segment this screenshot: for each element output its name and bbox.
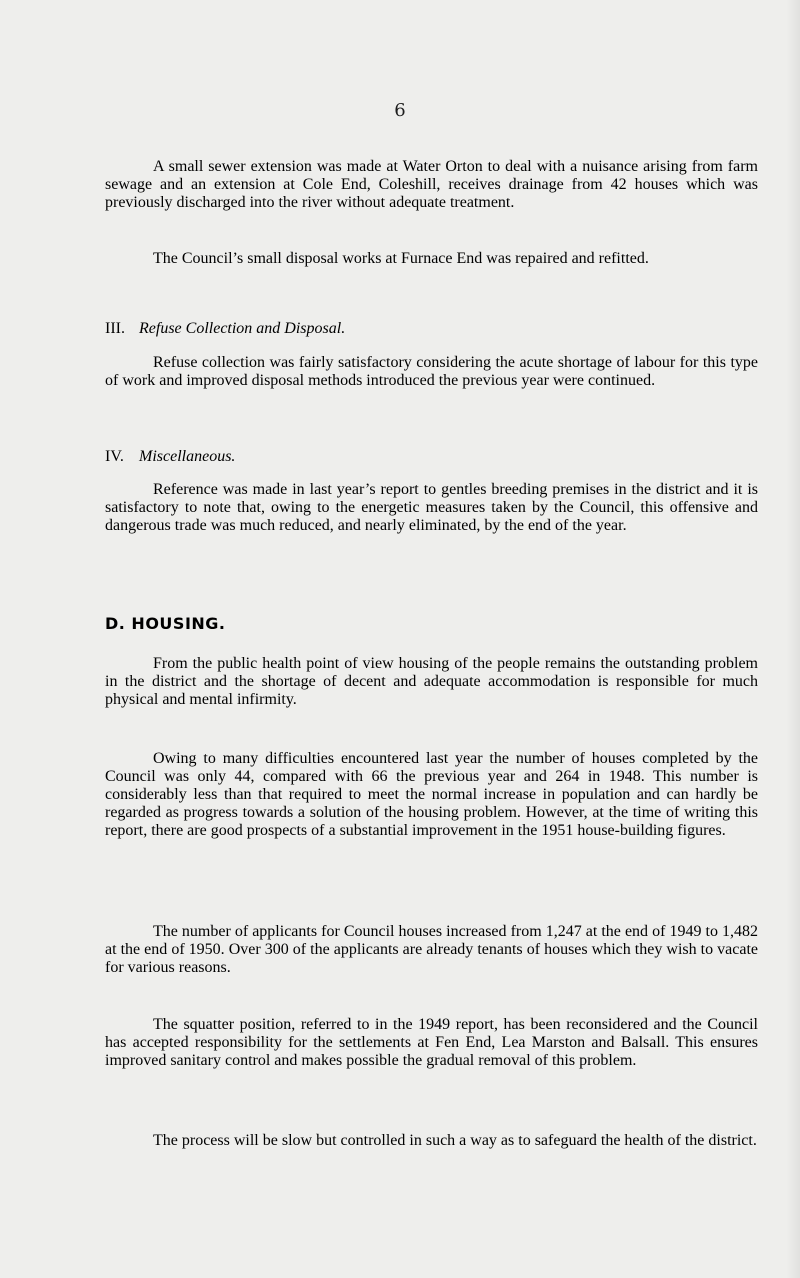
heading-title: Refuse Collection and Disposal. [139,320,346,337]
heading-title: Miscellaneous. [139,448,236,465]
paragraph-sewer-extension: A small sewer extension was made at Water Orton to deal with a nuisance arising from farm sewage and an extension at Cole End, Coleshill, receives drainage from 42 houses which was previously discharged into the river without adequate treatment. [105,158,758,211]
heading-refuse-collection [105,320,758,338]
paragraph-applicants: The number of applicants for Council houses increased from 1,247 at the end of 1949 to 1,482 at the end of 1950. Over 300 of the applicants are already tenants of houses which they wish to vacate for various reasons. [105,923,758,976]
heading-number: III. [105,320,125,337]
page-number: 6 [394,100,406,121]
heading-number: IV. [105,448,124,465]
section-heading-housing: D. HOUSING. [105,614,226,633]
paragraph-housing-problem: From the public health point of view housing of the people remains the outstanding problem in the district and the shortage of decent and adequate accommodation is responsible for much physical and mental infirmity. [105,655,758,708]
paragraph-disposal-works: The Council’s small disposal works at Furnace End was repaired and refitted. [153,250,649,267]
page-edge-shadow [786,0,800,1278]
heading-miscellaneous [105,448,758,466]
paragraph-refuse-collection: Refuse collection was fairly satisfactory considering the acute shortage of labour for this type of work and improved disposal methods introduced the previous year were continued. [105,354,758,389]
paragraph-process: The process will be slow but controlled in such a way as to safeguard the health of the district. [153,1132,757,1149]
paragraph-gentles-breeding: Reference was made in last year’s report to gentles breeding premises in the district and it is satisfactory to note that, owing to the energetic measures taken by the Council, this offensive and dangerous trade was much reduced, and nearly eliminated, by the end of the year. [105,481,758,534]
paragraph-houses-completed: Owing to many difficulties encountered last year the number of houses completed by the Council was only 44, compared with 66 the previous year and 264 in 1948. This number is considerably less than that required to meet the normal increase in population and can hardly be regarded as progress towards a solution of the housing problem. However, at the time of writing this report, there are good prospects of a substantial improvement in the 1951 house-building figures. [105,750,758,839]
paragraph-squatter-position: The squatter position, referred to in the 1949 report, has been reconsidered and the Council has accepted responsibility for the settlements at Fen End, Lea Marston and Balsall. This ensures improved sanitary control and makes possible the gradual removal of this problem. [105,1016,758,1069]
